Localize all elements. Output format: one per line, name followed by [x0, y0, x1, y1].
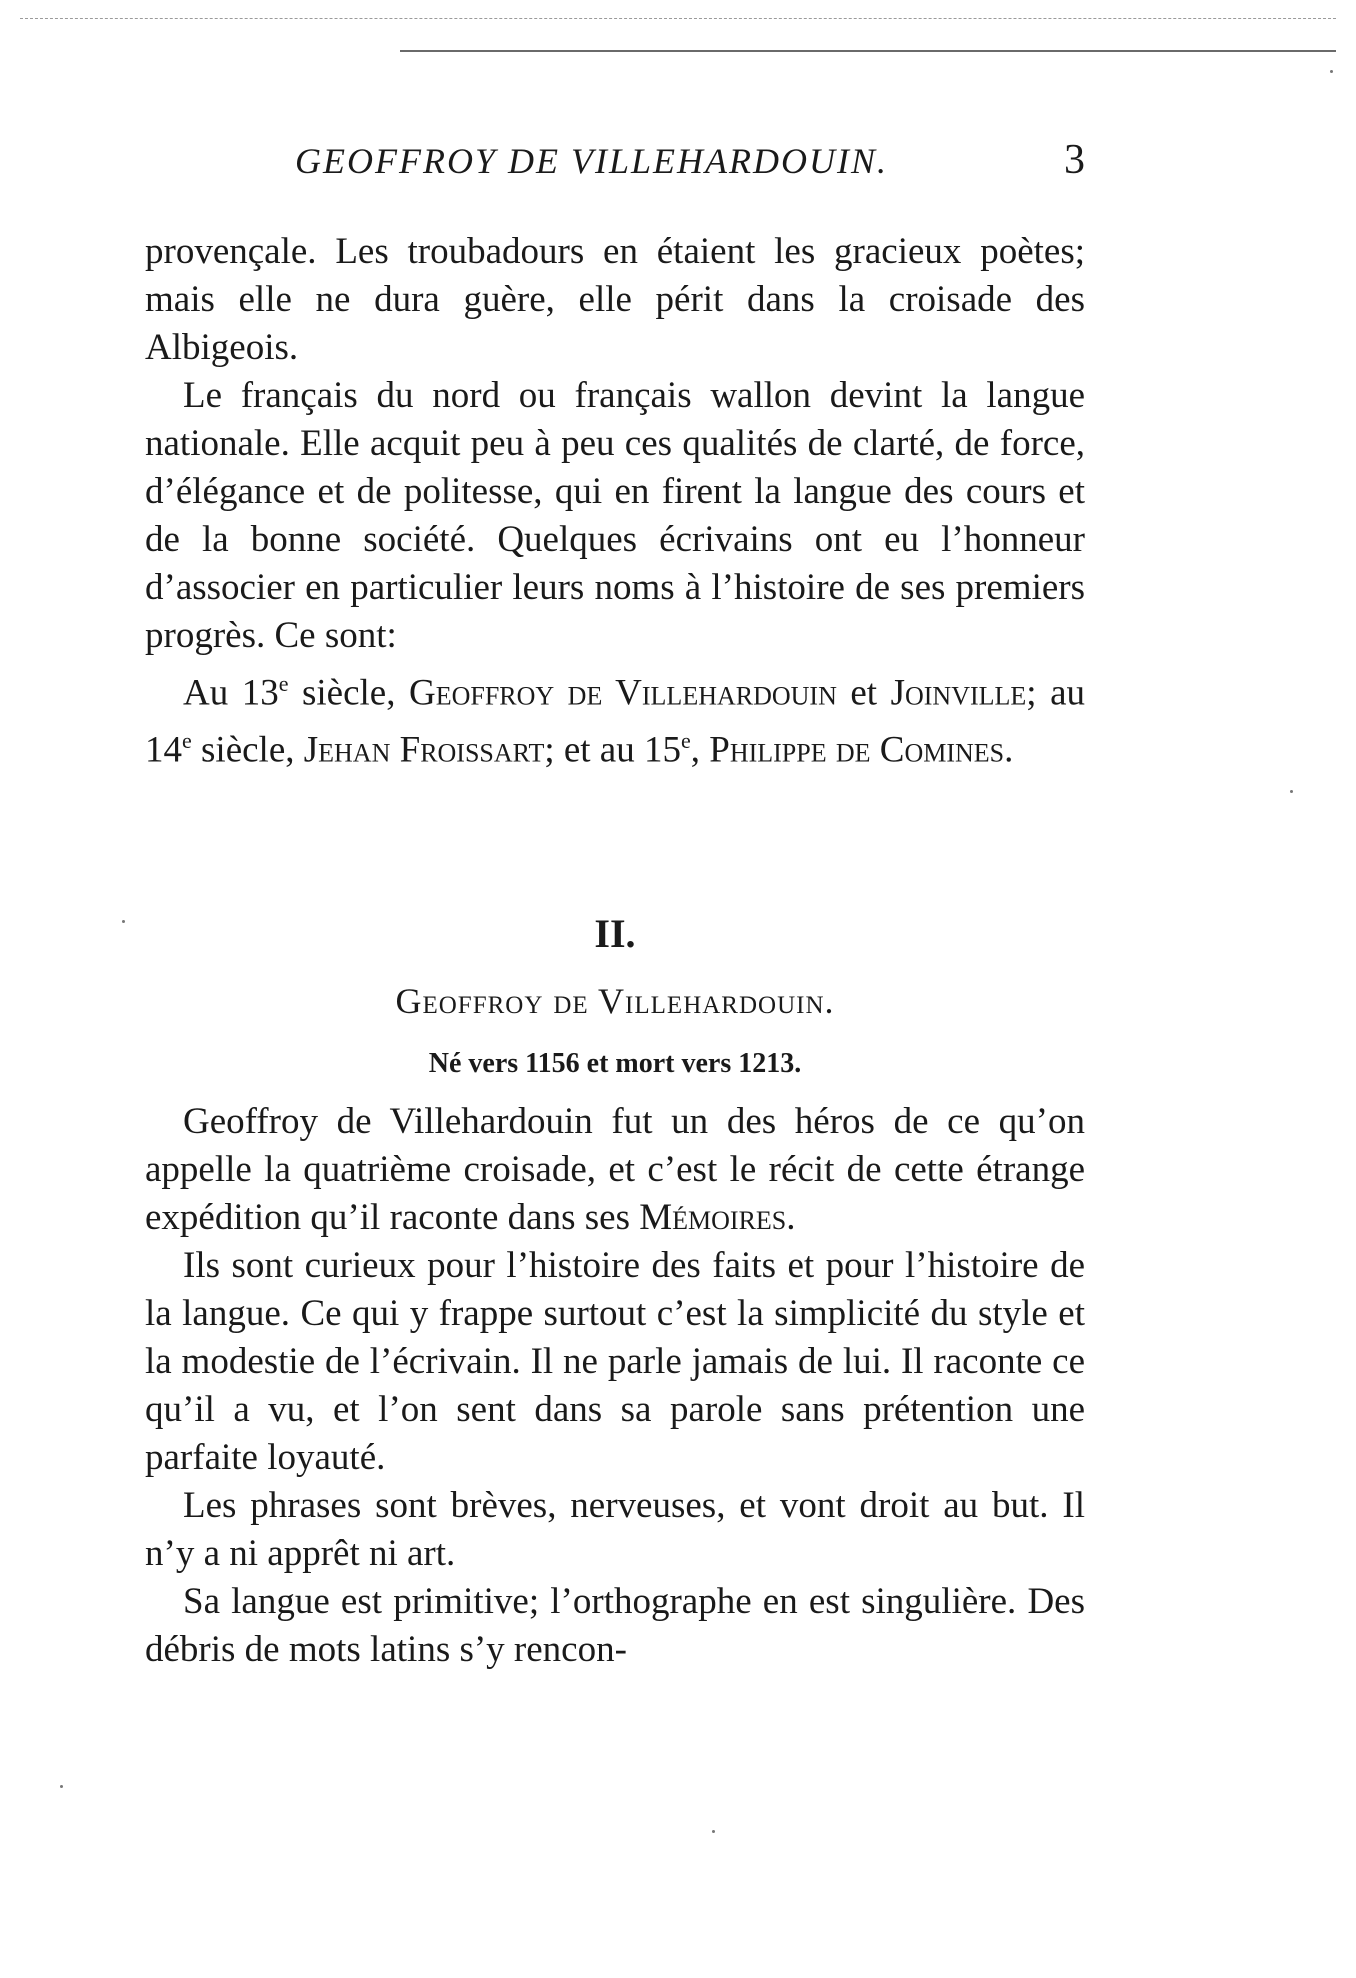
page-header	[145, 137, 1085, 190]
author-name: Jehan Froissart	[303, 729, 545, 771]
scan-speck	[1330, 70, 1333, 73]
scan-speck	[712, 1830, 715, 1833]
intro-text	[145, 228, 1085, 775]
author-name: Philippe de Comines	[709, 729, 1005, 771]
author-name: Joinville	[890, 672, 1027, 714]
work-title: Mémoires	[639, 1197, 787, 1238]
section-number: II.	[594, 911, 636, 956]
paragraph: provençale. Les troubadours en étaient les gracieux poètes; mais elle ne dura guère, elle périt dans la croisade des Albigeois.	[145, 231, 1085, 368]
scan-edge-line	[20, 18, 1336, 19]
body-text	[145, 1098, 1085, 1674]
author-name: Geoffroy de Villehardouin	[408, 672, 837, 714]
section-title: Geoffroy de Villehardouin.	[395, 981, 835, 1021]
scan-speck	[122, 920, 125, 923]
scan-speck	[60, 1785, 63, 1788]
paragraph: Geoffroy de Villehardouin fut un des héros de ce qu’on appelle la quatrième croisade, et c’est le récit de cette étrange expédition qu’il raconte dans ses Mémoires.	[145, 1101, 1085, 1238]
scan-edge-shadow	[400, 50, 1336, 52]
paragraph: Le français du nord ou français wallon devint la langue nationale. Elle acquit peu à peu ces qualités de clarté, de force, d’élégance et de politesse, qui en firent la langue des cours et de la bonne société. Quelques écrivains ont eu l’honneur d’associer en particulier leurs noms à l’histoire de ses premiers progrès. Ce sont:	[145, 375, 1085, 656]
section-dates: Né vers 1156 et mort vers 1213.	[428, 1048, 802, 1079]
running-title: GEOFFROY DE VILLEHARDOUIN.	[295, 141, 888, 181]
paragraph-writers-list: Au 13e siècle, Geoffroy de Villehardouin et Joinville; au 14e siècle, Jehan Froissart; et au 15e, Philippe de Comines.	[145, 671, 1085, 771]
paragraph: Sa langue est primitive; l’orthographe en est singulière. Des débris de mots latins s’y rencon-	[145, 1581, 1085, 1670]
page-number: 3	[1064, 137, 1085, 183]
paragraph: Ils sont curieux pour l’histoire des faits et pour l’histoire de la langue. Ce qui y frappe surtout c’est la simplicité du style et la modestie de l’écrivain. Il ne parle jamais de lui. Il raconte ce qu’il a vu, et l’on sent dans sa parole sans prétention une parfaite loyauté.	[145, 1245, 1085, 1478]
scan-speck	[1290, 790, 1293, 793]
paragraph: Les phrases sont brèves, nerveuses, et vont droit au but. Il n’y a ni apprêt ni art.	[145, 1485, 1085, 1574]
